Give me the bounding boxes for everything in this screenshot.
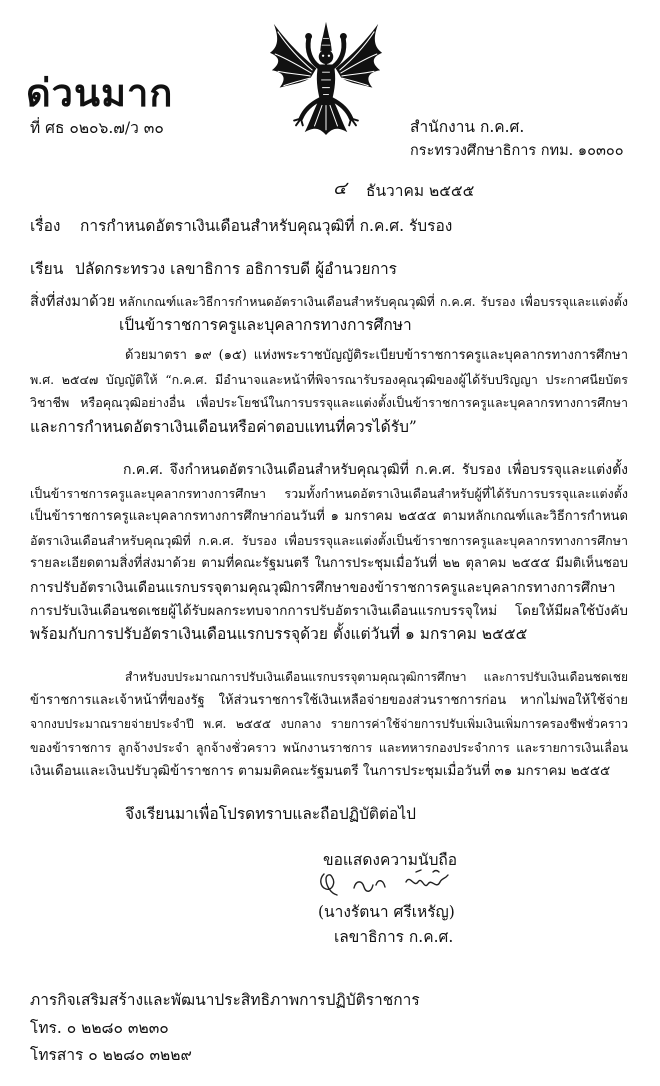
- closing-sentence: จึงเรียนมาเพื่อโปรดทราบและถือปฏิบัติต่อไป: [125, 805, 417, 823]
- footer-phone: โทร. ๐ ๒๒๘๐ ๓๒๓๐: [30, 1019, 169, 1037]
- paragraph-2-line: การปรับเงินเดือนชดเชยผู้ได้รับผลกระทบจากการปรับอัตราเงินเดือนแรกบรรจุใหม่ โดยให้มีผลใช้บังคับ: [30, 603, 628, 619]
- subject-label: เรื่อง: [30, 217, 61, 235]
- salutation: ขอแสดงความนับถือ: [323, 851, 458, 869]
- paragraph-2-line: การปรับอัตราเงินเดือนแรกบรรจุตามคุณวุฒิการศึกษาของข้าราชการครูและบุคลากรทางการศึกษา: [30, 580, 616, 596]
- reference-number: ที่ ศธ ๐๒๐๖.๗/ว ๓๐: [30, 119, 164, 137]
- paragraph-2-line: เป็นข้าราชการครูและบุคลากรทางการศึกษาก่อนวันที่ ๑ มกราคม ๒๕๕๕ ตามหลักเกณฑ์และวิธีการกำหนด: [30, 509, 628, 524]
- urgency-stamp: ด่วนมาก: [26, 70, 174, 115]
- paragraph-1-line: และการกำหนดอัตราเงินเดือนหรือค่าตอบแทนที่ควรได้รับ”: [30, 418, 417, 436]
- paragraph-1-line: พ.ศ. ๒๕๔๗ บัญญัติให้ “ก.ค.ศ. มีอำนาจและหน้าที่พิจารณารับรองคุณวุฒิของผู้ได้รับปริญญา ประกาศนียบัตร: [30, 372, 628, 387]
- recipient-label: เรียน: [30, 260, 64, 278]
- date-day: ๔: [333, 178, 347, 199]
- paragraph-3-line: สำหรับงบประมาณการปรับเงินเดือนแรกบรรจุตามคุณวุฒิการศึกษา และการปรับเงินเดือนชดเชย: [125, 670, 628, 684]
- paragraph-2-line: พร้อมกับการปรับอัตราเงินเดือนแรกบรรจุด้วย ตั้งแต่วันที่ ๑ มกราคม ๒๕๕๕: [30, 625, 528, 643]
- paragraph-3-line: เงินเดือนและเงินปรับวุฒิข้าราชการ ตามมติคณะรัฐมนตรี ในการประชุมเมื่อวันที่ ๓๑ มกราคม ๒๕๕๕: [30, 763, 611, 779]
- footer-fax: โทรสาร ๐ ๒๒๘๐ ๓๒๒๙: [30, 1046, 192, 1064]
- paragraph-2-line: ก.ค.ศ. จึงกำหนดอัตราเงินเดือนสำหรับคุณวุฒิที่ ก.ค.ศ. รับรอง เพื่อบรรจุและแต่งตั้ง: [123, 462, 628, 478]
- signatory-position: เลขาธิการ ก.ค.ศ.: [334, 928, 454, 946]
- paragraph-2-line: อัตราเงินเดือนสำหรับคุณวุฒิที่ ก.ค.ศ. รับรอง เพื่อบรรจุและแต่งตั้งเป็นข้าราชการครูและบุคลากรทางการศึกษา: [30, 533, 628, 548]
- signatory-name: (นางรัตนา ศรีเหรัญ): [318, 903, 455, 921]
- paragraph-3-line: ข้าราชการและเจ้าหน้าที่ของรัฐ ให้ส่วนราชการใช้เงินเหลือจ่ายของส่วนราชการก่อน หากไม่พอให้ใช้จ่าย: [30, 693, 628, 708]
- paragraph-3-line: ของข้าราชการ ลูกจ้างประจำ ลูกจ้างชั่วคราว พนักงานราชการ และทหารกองประจำการ และรายการเงินเลื่อน: [30, 740, 628, 755]
- paragraph-2-line: รายละเอียดตามสิ่งที่ส่งมาด้วย ตามที่คณะรัฐมนตรี ในการประชุมเมื่อวันที่ ๒๒ ตุลาคม ๒๕๕๕ มีมติเห็นชอบ: [30, 556, 628, 571]
- subject-text: การกำหนดอัตราเงินเดือนสำหรับคุณวุฒิที่ ก.ค.ศ. รับรอง: [80, 217, 453, 235]
- sender-office: สำนักงาน ก.ค.ศ.: [410, 118, 525, 136]
- enclosure-line: เป็นข้าราชการครูและบุคลากรทางการศึกษา: [119, 316, 412, 334]
- footer-unit: ภารกิจเสริมสร้างและพัฒนาประสิทธิภาพการปฏิบัติราชการ: [30, 991, 420, 1009]
- garuda-emblem-icon: [268, 20, 384, 136]
- paragraph-3-line: จากงบประมาณรายจ่ายประจำปี พ.ศ. ๒๕๕๕ งบกลาง รายการค่าใช้จ่ายการปรับเพิ่มเงินเพิ่มการครองชีพชั่วคราว: [30, 717, 628, 731]
- paragraph-1-line: ด้วยมาตรา ๑๙ (๑๕) แห่งพระราชบัญญัติระเบียบข้าราชการครูและบุคลากรทางการศึกษา: [125, 348, 628, 363]
- sender-address: กระทรวงศึกษาธิการ กทม. ๑๐๓๐๐: [410, 143, 624, 159]
- enclosure-line: หลักเกณฑ์และวิธีการกำหนดอัตราเงินเดือนสำหรับคุณวุฒิที่ ก.ค.ศ. รับรอง เพื่อบรรจุและแต่งตั้ง: [119, 294, 628, 309]
- recipient-text: ปลัดกระทรวง เลขาธิการ อธิการบดี ผู้อำนวยการ: [75, 260, 397, 278]
- handwritten-signature: [316, 866, 456, 900]
- paragraph-1-line: วิชาชีพ หรือคุณวุฒิอย่างอื่น เพื่อประโยชน์ในการบรรจุและแต่งตั้งเป็นข้าราชการครูและบุคลากรทางการศึกษา: [30, 395, 628, 410]
- enclosure-label: สิ่งที่ส่งมาด้วย: [30, 294, 116, 310]
- date-month-year: ธันวาคม ๒๕๕๕: [366, 182, 475, 200]
- paragraph-2-line: เป็นข้าราชการครูและบุคลากรทางการศึกษา รวมทั้งกำหนดอัตราเงินเดือนสำหรับผู้ที่ได้รับการบรรจุและแต่งตั้ง: [30, 486, 628, 501]
